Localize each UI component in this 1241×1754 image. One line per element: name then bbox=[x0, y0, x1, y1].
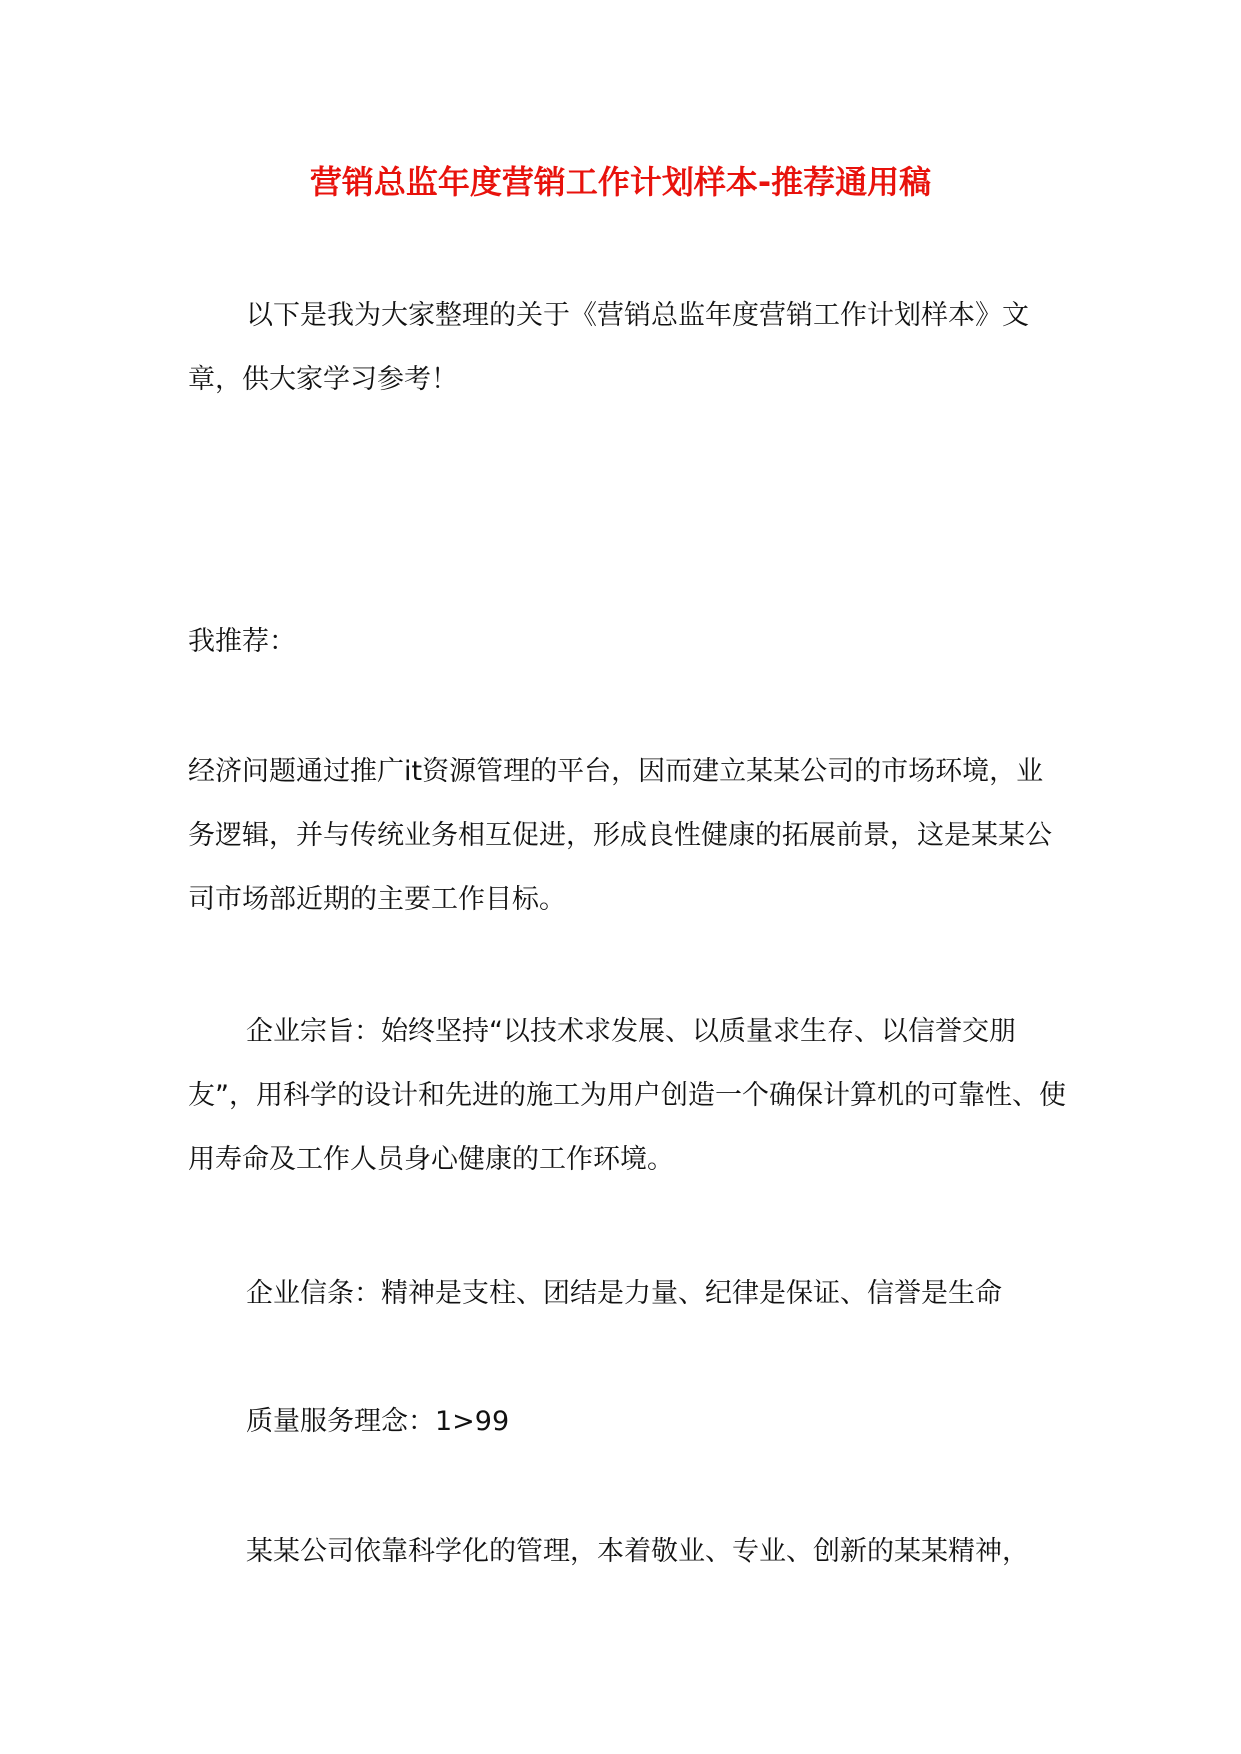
creed-paragraph: 企业信条：精神是支柱、团结是力量、纪律是保证、信誉是生命 bbox=[246, 1278, 1002, 1309]
intro-paragraph: 以下是我为大家整理的关于《营销总监年度营销工作计划样本》文章，供大家学习参考！ bbox=[188, 300, 1029, 395]
economy-paragraph: 经济问题通过推广it资源管理的平台，因而建立某某公司的市场环境，业务逻辑，并与传统业务相互促进，形成良性健康的拓展前景，这是某某公司市场部近期的主要工作目标。 bbox=[188, 756, 1052, 915]
document-title: 营销总监年度营销工作计划样本-推荐通用稿 bbox=[309, 163, 932, 201]
recommend-paragraph: 我推荐： bbox=[188, 626, 296, 657]
tenet-paragraph: 企业宗旨：始终坚持“以技术求发展、以质量求生存、以信誉交朋友”，用科学的设计和先进的施工为用户创造一个确保计算机的可靠性、使用寿命及工作人员身心健康的工作环境。 bbox=[188, 1016, 1066, 1175]
management-paragraph: 某某公司依靠科学化的管理，本着敬业、专业、创新的某某精神， bbox=[246, 1536, 1029, 1567]
quality-paragraph: 质量服务理念：1>99 bbox=[246, 1406, 510, 1437]
